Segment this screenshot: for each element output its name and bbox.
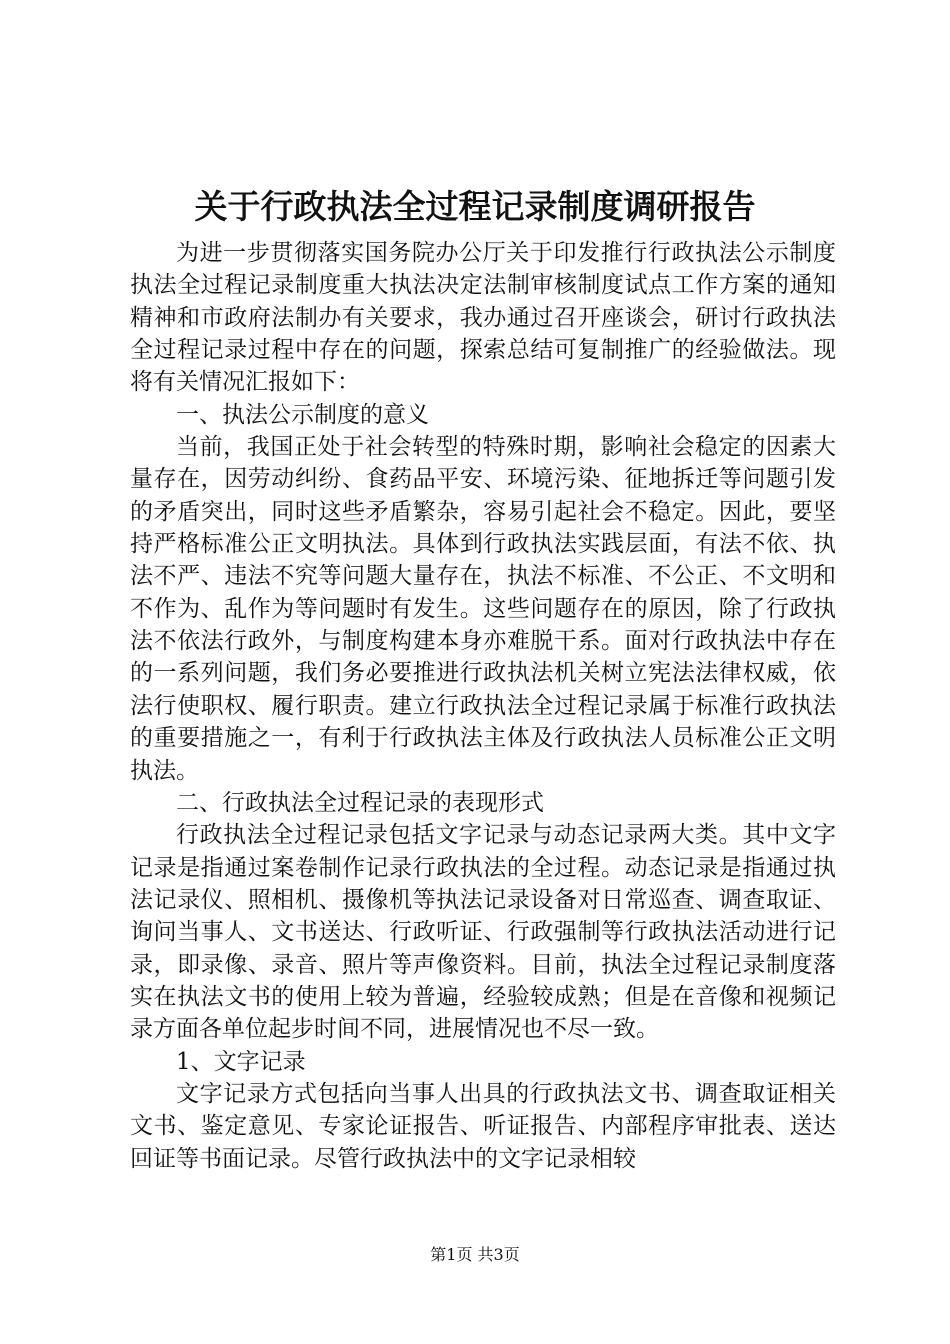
section-heading-2: 二、行政执法全过程记录的表现形式 <box>176 789 544 816</box>
document-title: 关于行政执法全过程记录制度调研报告 <box>194 187 756 226</box>
paragraph-text-records: 文字记录方式包括向当事人出具的行政执法文书、调查取证相关文书、鉴定意见、专家论证报告、听证报告、内部程序审批表、送达回证等书面记录。尽管行政执法中的文字记录相较 <box>130 1080 836 1172</box>
paragraph-forms: 行政执法全过程记录包括文字记录与动态记录两大类。其中文字记录是指通过案卷制作记录行政执法的全过程。动态记录是指通过执法记录仪、照相机、摄像机等执法记录设备对日常巡查、调查取证、询问当事人、文书送达、行政听证、行政强制等行政执法活动进行记录，即录像、录音、照片等声像资料。目前，执法全过程记录制度落实在执法文书的使用上较为普遍，经验较成熟；但是在音像和视频记录方面各单位起步时间不同，进展情况也不尽一致。 <box>130 822 836 1043</box>
paragraph-intro: 为进一步贯彻落实国务院办公厅关于印发推行行政执法公示制度执法全过程记录制度重大执法决定法制审核制度试点工作方案的通知精神和市政府法制办有关要求，我办通过召开座谈会，研讨行政执法全过程记录过程中存在的问题，探索总结可复制推广的经验做法。现将有关情况汇报如下： <box>130 240 836 396</box>
paragraph-significance: 当前，我国正处于社会转型的特殊时期，影响社会稳定的因素大量存在，因劳动纠纷、食药品平安、环境污染、征地拆迁等问题引发的矛盾突出，同时这些矛盾繁杂，容易引起社会不稳定。因此，要坚持严格标准公正文明执法。具体到行政执法实践层面，有法不依、执法不严、违法不究等问题大量存在，执法不标准、不公正、不文明和不作为、乱作为等问题时有发生。这些问题存在的原因，除了行政执法不依法行政外，与制度构建本身亦难脱干系。面对行政执法中存在的一系列问题，我们务必要推进行政执法机关树立宪法法律权威，依法行使职权、履行职责。建立行政执法全过程记录属于标准行政执法的重要措施之一，有利于行政执法主体及行政执法人员标准公正文明执法。 <box>130 434 836 784</box>
page-footer: 第1页 共3页 <box>430 1245 520 1264</box>
subsection-heading-1: 1、文字记录 <box>176 1048 306 1075</box>
section-heading-1: 一、执法公示制度的意义 <box>176 401 429 428</box>
document-body <box>130 237 836 1175</box>
